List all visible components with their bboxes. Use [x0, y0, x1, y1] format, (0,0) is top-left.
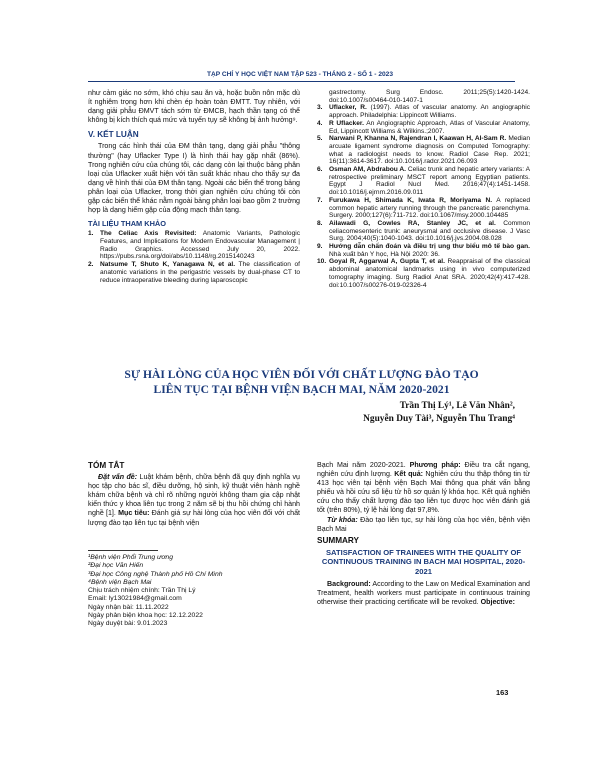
reference-item	[317, 258, 530, 289]
reference-number: 10.	[317, 258, 327, 266]
abstract-vi-part1: Đặt vấn đề: Luật khám bệnh, chữa bệnh đã quy định nghĩa vụ học tập cho bác sĩ, điều dưỡng, hộ sinh, kỹ thuật viên hành nghề khám chữa bệnh và chỉ rõ những người không tham gia cập nhật kiến thức y khoa liên tục trong 2 năm sẽ bị thu hồi chứng chỉ hành nghề [1]. Mục tiêu: Đánh giá sự hài lòng của học viên đối với chất lượng đào tạo liên tục tại bệnh viện	[88, 473, 300, 527]
affiliation: ¹Bệnh viện Phổi Trung ương	[88, 554, 173, 561]
reference-item	[317, 220, 530, 243]
keywords: Từ khóa: Đào tạo liên tục, sự hài lòng của học viên, bệnh viện Bạch Mai	[317, 515, 531, 533]
affiliations	[88, 550, 300, 629]
authors-line-1: Trần Thị Lý¹, Lê Văn Nhân²,	[399, 401, 515, 411]
right-column	[317, 89, 530, 289]
header-divider	[88, 81, 515, 82]
reference-number: 3.	[317, 104, 323, 112]
journal-header: TẠP CHÍ Y HỌC VIỆT NAM TẬP 523 - THÁNG 2 - SỐ 1 - 2023	[206, 71, 393, 78]
reference-number: 7.	[317, 196, 323, 204]
reference-number: 6.	[317, 166, 323, 174]
affiliation: ³Đại học Công nghệ Thành phố Hồ Chí Minh	[88, 570, 223, 578]
reference-text: R Uflacker. An Angiographic Approach, Atlas of Vascular Anatomy, Ed, Lippincott Williams & Wilkins.;2007.	[329, 119, 530, 135]
intro-paragraph: như cảm giác no sớm, khó chịu sau ăn và, hoặc buồn nôn mặc dù ít nghiêm trọng hơn khi chèn ép hoàn toàn ĐMTT. Tuy nhiên, với dạng giải phẫu ĐMVT tách sớm từ ĐMCB, hạch thần tạng có thể không bị kích thích quá mức và tuyến tụy sẽ không bị ảnh hưởng⁹.	[88, 89, 300, 125]
abstract-right	[317, 461, 530, 607]
conclusion-paragraph: Trong các hình thái của ĐM thân tạng, dạng giải phẫu "thông thường" (hay Uflacker Type I) là hình thái hay gặp nhất (86%). Trong nghiên cứu của chúng tôi, các dạng còn lại thuộc bảng phân loại của Uflacker xuất hiện với tần suất khác nhau cho thấy sự đa dạng về hình thái của ĐM thân tạng. Ngoài các biến thể trong bảng phân loại của Uflacker, trong thời gian nghiên cứu chúng tôi còn gặp các biến thể khác nằm ngoài bảng phân loại bao gồm 2 trường hợp là dạng hiếm gặp của động mạch thân tạng.	[88, 142, 300, 215]
reference-item	[88, 261, 300, 284]
reference-number: 1.	[88, 230, 94, 238]
abstract-vi-part2: Bạch Mai năm 2020-2021. Phương pháp: Điều tra cắt ngang, nghiên cứu định lượng. Kết quả: Nghiên cứu thu thập thông tin từ 413 học viên tại bệnh viện Bạch Mai thông qua phát vấn bằng phiếu và hồi cứu số liệu từ hồ sơ quản lý khóa học. Kết quả nghiên cứu cho thấy chất lượng đào tạo liên tục được học viên đánh giá tốt (trên 80%), tỷ lệ hài lòng đạt 97,8%.	[317, 461, 530, 515]
english-abstract: Background: According to the Law on Medical Examination and Treatment, health workers must participate in continuous training otherwise their practicing certificate will be revoked. Objective:	[317, 579, 530, 606]
reference-text: Narwani P, Khanna N, Rajendran I, Kaawan H, Al-Sam R. Median arcuate ligament syndrome diagnosis on Computed Tomography: what a radiologist needs to know. Radiol Case Rep. 2021; 16(11):3614-3617. doi:10.1016/j.radcr.2021.06.093	[329, 135, 530, 166]
authors	[215, 400, 515, 426]
accepted-date: Ngày duyệt bài: 9.01.2023	[88, 620, 168, 628]
contact-email: Email: ly13021984@gmail.com	[88, 595, 182, 603]
summary-heading: SUMMARY	[317, 535, 359, 545]
authors-line-2: Nguyễn Duy Tài³, Nguyễn Thu Trang⁴	[363, 414, 515, 424]
reference-item	[317, 135, 530, 166]
reviewed-date: Ngày phản biện khoa học: 12.12.2022	[88, 612, 203, 620]
reference-item	[317, 243, 530, 258]
reference-text: Ailawadi G, Cowles RA, Stanley JC, et al. Common celiacomesenteric trunk: aneurysmal and occlusive disease. J Vasc Surg. 2004;40(5):1040-1043. doi:10.1016/j.jvs.2004.08.028	[329, 219, 530, 243]
reference-number: 2.	[88, 261, 94, 269]
reference-number: 9.	[317, 243, 323, 251]
reference-text: Uflacker, R. (1997). Atlas of vascular anatomy. An angiographic approach. Philadelphia: Lippincott Williams.	[329, 104, 531, 120]
english-title: SATISFACTION OF TRAINEES WITH THE QUALITY OF CONTINUOUS TRAINING IN BACH MAI HOSPITAL, 2020-2021	[321, 547, 526, 577]
references-list-right	[317, 89, 530, 289]
conclusion-heading: V. KẾT LUẬN	[88, 130, 139, 140]
reference-item	[88, 230, 300, 261]
references-heading: TÀI LIỆU THAM KHẢO	[88, 219, 167, 229]
received-date: Ngày nhận bài: 11.11.2022	[88, 603, 169, 611]
affiliation: ⁴Bệnh viện Bạch Mai	[88, 578, 152, 586]
reference-text: Hướng dẫn chẩn đoán và điều trị ung thư biểu mô tế bào gan. Nhà xuất bản Y học, Hà Nội 2020: 36.	[329, 243, 530, 258]
reference-number: 4.	[317, 119, 323, 127]
references-list-left	[88, 230, 300, 284]
corresponding-author: Chịu trách nhiệm chính: Trần Thị Lý	[88, 587, 196, 595]
reference-text: gastrectomy. Surg Endosc. 2011;25(5):1420-1424. doi:10.1007/s00464-010-1407-1	[329, 89, 530, 104]
reference-item	[317, 120, 530, 135]
reference-item	[317, 197, 530, 220]
reference-item	[317, 89, 530, 104]
reference-text: Osman AM, Abdrabou A. Celiac trunk and hepatic artery variants: A retrospective preliminary MSCT report among Egyptian patients. Egypt J Radiol Nucl Med. 2016;47(4):1451-1458. doi:10.1016/j.ejrnm.2016.09.011	[329, 166, 530, 197]
left-column	[88, 89, 300, 284]
abstract-heading: TÓM TẮT	[88, 461, 125, 470]
affiliation: ²Đại học Văn Hiến	[88, 562, 144, 570]
footnote-divider	[88, 550, 158, 551]
reference-item	[317, 104, 530, 119]
reference-text: Goyal R, Aggarwal A, Gupta T, et al. Reappraisal of the classical abdominal anatomical landmarks using in vivo computerized tomography imaging. Surg Radiol Anat SRA. 2020;42(4):417-428. doi:10.1007/s00276-019-02326-4	[329, 258, 530, 289]
reference-number: 5.	[317, 135, 323, 143]
reference-text: Furukawa H, Shimada K, Iwata R, Moriyama N. A replaced common hepatic artery running through the pancreatic parenchyma. Surgery. 2000;127(6):711-712. doi:10.1067/msy.2000.104485	[329, 196, 530, 220]
reference-number: 8.	[317, 219, 323, 227]
title-line-1: SỰ HÀI LÒNG CỦA HỌC VIÊN ĐỐI VỚI CHẤT LƯỢNG ĐÀO TẠO	[124, 368, 479, 381]
article-title	[88, 367, 515, 397]
abstract-left	[88, 461, 300, 528]
reference-text: Natsume T, Shuto K, Yanagawa N, et al. The classification of anatomic variations in the perigastric vessels by dual-phase CT to reduce intraoperative bleeding during laparoscopic	[100, 261, 300, 284]
title-line-2: LIÊN TỤC TẠI BỆNH VIỆN BẠCH MAI, NĂM 2020-2021	[153, 383, 450, 396]
page-number: 163	[496, 688, 509, 697]
reference-text: The Celiac Axis Revisited: Anatomic Variants, Pathologic Features, and Implications for Modern Endovascular Management | Radio Graphics. Accessed July 20, 2022. https://pubs.rsna.org/doi/abs/10.1148/rg.2015140243	[100, 230, 300, 261]
reference-item	[317, 166, 530, 197]
